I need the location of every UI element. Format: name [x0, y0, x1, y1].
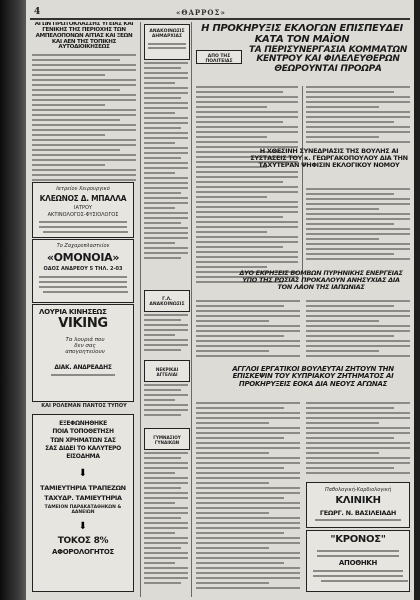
left-article: [32, 22, 136, 182]
cyprus-article: [196, 402, 300, 592]
ad-line: ΑΦΟΡΟΛΟΓΗΤΟΣ: [52, 547, 114, 556]
notice-title: Γ.Λ. ΑΝΑΚΟΙΝΩΣΙΣ: [149, 297, 185, 307]
small-column-text: [144, 452, 188, 592]
ad-title: ΚΛΙΝΙΚΗ: [335, 495, 381, 506]
ad-tagline: Τα λουριά που δεν σας απογοητεύουν: [65, 336, 105, 355]
left-headline: ΑΓΩΝ ΠΡΩΤΟΚΛΑΣΣΗΣ ΥΓΕΙΑΣ ΚΑΙ ΓΕΝΙΚΗΣ ΤΗΣ ΠΕΡΙΟΧΗΣ ΤΩΝ ΑΜΠΕΛΟΠΟΝΩΝ ΑΙΤΙΑΣ ΚΑΙ ΞΕΩΝ ΚΑΙ ΑΕΝ ΤΗΣ ΤΟΠΙΚΗΣ ΑΥΤΟΔΙΟΙΚΗΣΕΩΣ: [34, 22, 134, 51]
main-subheadline: ΤΑ ΠΕΡΙΣΥΝΕΡΓΑΣΙΑ ΚΟΜΜΑΤΩΝ ΚΕΝΤΡΟΥ ΚΑΙ ΦΙΛΕΛΕΥΘΕΡΩΝ ΘΕΩΡΟΥΝΤΑΙ ΠΡΟΩΡΑ: [248, 45, 408, 74]
header-rule: [30, 18, 410, 20]
ad-savings: [32, 414, 134, 592]
main-headline: Η ΠΡΟΚΗΡΥΞΙΣ ΕΚΛΟΓΩΝ ΕΠΙΣΠΕΥΔΕΙ ΚΑΤΑ ΤΟΝ ΜΑΪΟΝ: [201, 23, 403, 45]
section-box: [196, 50, 242, 64]
notice-title: ΑΝΑΚΟΙΝΩΣΙΣ ΔΗΜΑΡΧΙΑΣ: [149, 29, 185, 40]
small-column-text: [144, 314, 188, 356]
cyprus-article-col2: [306, 402, 410, 478]
notice-box: [144, 24, 190, 60]
ad-line: Παθολογική-Καρδιολογική: [324, 487, 392, 493]
ad-name: "ΚΡΟΝΟΣ": [330, 534, 386, 545]
small-column-text: [144, 384, 188, 424]
arrow-down-icon: ⬇: [78, 521, 88, 533]
newspaper-page: [26, 0, 414, 600]
notice-title: ΝΕΚΡΙΚΑΙ ΑΓΓΕΛΙΑΙ: [155, 367, 179, 377]
ad-line: ΙΑΤΡΟΥ: [74, 204, 92, 211]
ad-clinic: [306, 482, 410, 528]
ad-omonoia: [32, 239, 134, 303]
ad-name: ΓΕΩΡΓ. Ν. ΒΑΣΙΛΕΙΑΔΗ: [319, 508, 397, 517]
section-title: ΑΠΟ ΤΗΣ ΠΟΛΙΤΕΙΑΣ: [205, 54, 233, 64]
ad-line: ΤΑΜΕΙΟΝ ΠΑΡΑΚΑΤΑΘΗΚΩΝ & ΔΑΝΕΙΩΝ: [44, 505, 122, 516]
ad-seller: ΔΙΑΚ. ΑΝΔΡΕΑΔΗΣ: [54, 363, 112, 371]
ad-line: ΤΩΝ ΧΡΗΜΑΤΩΝ ΣΑΣ: [50, 436, 116, 444]
ad-line: ΠΟΙΑ ΤΟΠΟΘΕΤΗΣΗ: [52, 428, 114, 436]
notice-box: [144, 290, 190, 312]
small-column-text: [144, 62, 188, 262]
column-divider: [302, 86, 303, 286]
ad-interest-rate: ΤΟΚΟΣ 8%: [57, 536, 109, 547]
ad-name: ΚΛΕΩΝΟΣ Δ. ΜΠΑΛΛΑ: [39, 194, 127, 203]
ad-line: ΑΠΟΘΗΚΗ: [338, 558, 378, 567]
ad-line: ΤΑΜΙΕΥΤΗΡΙΑ ΤΡΑΠΕΖΩΝ: [40, 484, 126, 493]
ad-line: ΕΙΣΟΔΗΜΑ: [66, 453, 100, 461]
page-number: 4: [34, 7, 41, 17]
ad-line: ΟΔΟΣ ΑΝΔΡΕΟΥ 5 ΤΗΛ. 2-03: [43, 265, 123, 272]
column-divider: [191, 22, 192, 597]
newspaper-name: «ΘΑΡΡΟΣ»: [176, 8, 226, 17]
main-article-col1: [196, 86, 298, 286]
notice-box: [144, 360, 190, 382]
notice-box: [144, 428, 190, 450]
column-divider: [140, 22, 141, 597]
main-article-col2: [306, 86, 410, 146]
ad-line: ΣΑΣ ΔΙΔΕΙ ΤΟ ΚΑΛΥΤΕΡΟ: [45, 444, 121, 452]
ad-line: Ιατρείον Χειρουργικό: [56, 186, 110, 192]
ad-line: ΕΞΕΦΩΝΗΘΗΚΕ: [59, 420, 107, 427]
ad-brand: ΛΟΥΡΙΑ ΚΙΝΗΣΕΩΣ: [39, 308, 107, 316]
notice-title: ΓΥΜΝΑΣΙΟΥ ΓΥΝΑΙΚΩΝ: [153, 435, 181, 445]
ad-brand-viking: VIKING: [58, 316, 108, 332]
ad-doctor-ballas: [32, 182, 134, 238]
ad-viking: [32, 304, 134, 402]
bomb-headline: ΔΥΟ ΕΚΡΗΞΕΙΣ ΒΟΜΒΩΝ ΠΥΡΗΝΙΚΗΣ ΕΝΕΡΓΕΙΑΣ ΥΠΟ ΤΗΣ ΡΩΣΙΑΣ ΠΡΟΚΑΛΟΥΝ ΑΝΗΣΥΧΙΑΣ ΔΙΑ ΤΟΝ ΛΑΟΝ ΤΗΣ ΙΑΠΩΝΙΑΣ: [239, 269, 403, 291]
ad-line: ΤΑΧΥΔΡ. ΤΑΜΙΕΥΤΗΡΙΑ: [44, 494, 122, 503]
parliament-headline: Η ΧΘΕΣΙΝΗ ΣΥΝΕΔΡΙΑΣΙΣ ΤΗΣ ΒΟΥΛΗΣ ΑΙ ΣΥΣΤΑΣΕΙΣ ΤΟΥ κ. ΓΕΩΡΓΑΚΟΠΟΥΛΟΥ ΔΙΑ ΤΗΝ ΤΑΧΥΤΕΡΑΝ ΨΗΦΙΣΙΝ ΕΚΛΟΓΙΚΟΥ ΝΟΜΟΥ: [250, 147, 408, 169]
parliament-article: [306, 188, 410, 264]
ad-kronos: [306, 530, 410, 592]
page-binding-edge: [0, 0, 26, 600]
bomb-article: [196, 300, 410, 360]
ad-footer: ΚΑΙ ΡΟΛΕΜΑΝ ΠΑΝΤΟΣ ΤΥΠΟΥ: [41, 403, 127, 409]
cyprus-headline: ΑΓΓΛΟΙ ΕΡΓΑΤΙΚΟΙ ΒΟΥΛΕΥΤΑΙ ΖΗΤΟΥΝ ΤΗΝ ΕΠΙΣΚΕΨΙΝ ΤΟΥ ΚΥΠΡΙΑΚΟΥ ΖΗΤΗΜΑΤΟΣ ΑΙ ΠΡΟΚΗΡΥΞΕΙΣ ΕΟΚΑ ΔΙΑ ΝΕΟΥΣ ΑΓΩΝΑΣ: [232, 365, 394, 388]
ad-line: Το Ζαχαροπλαστείον: [56, 243, 110, 249]
ad-line: ΑΚΤΙΝΟΛΟΓΟΣ-ΦΥΣΙΟΛΟΓΟΣ: [47, 211, 119, 218]
ad-name: «ΟΜΟΝΟΙΑ»: [46, 251, 120, 264]
arrow-down-icon: ⬇: [78, 468, 88, 480]
